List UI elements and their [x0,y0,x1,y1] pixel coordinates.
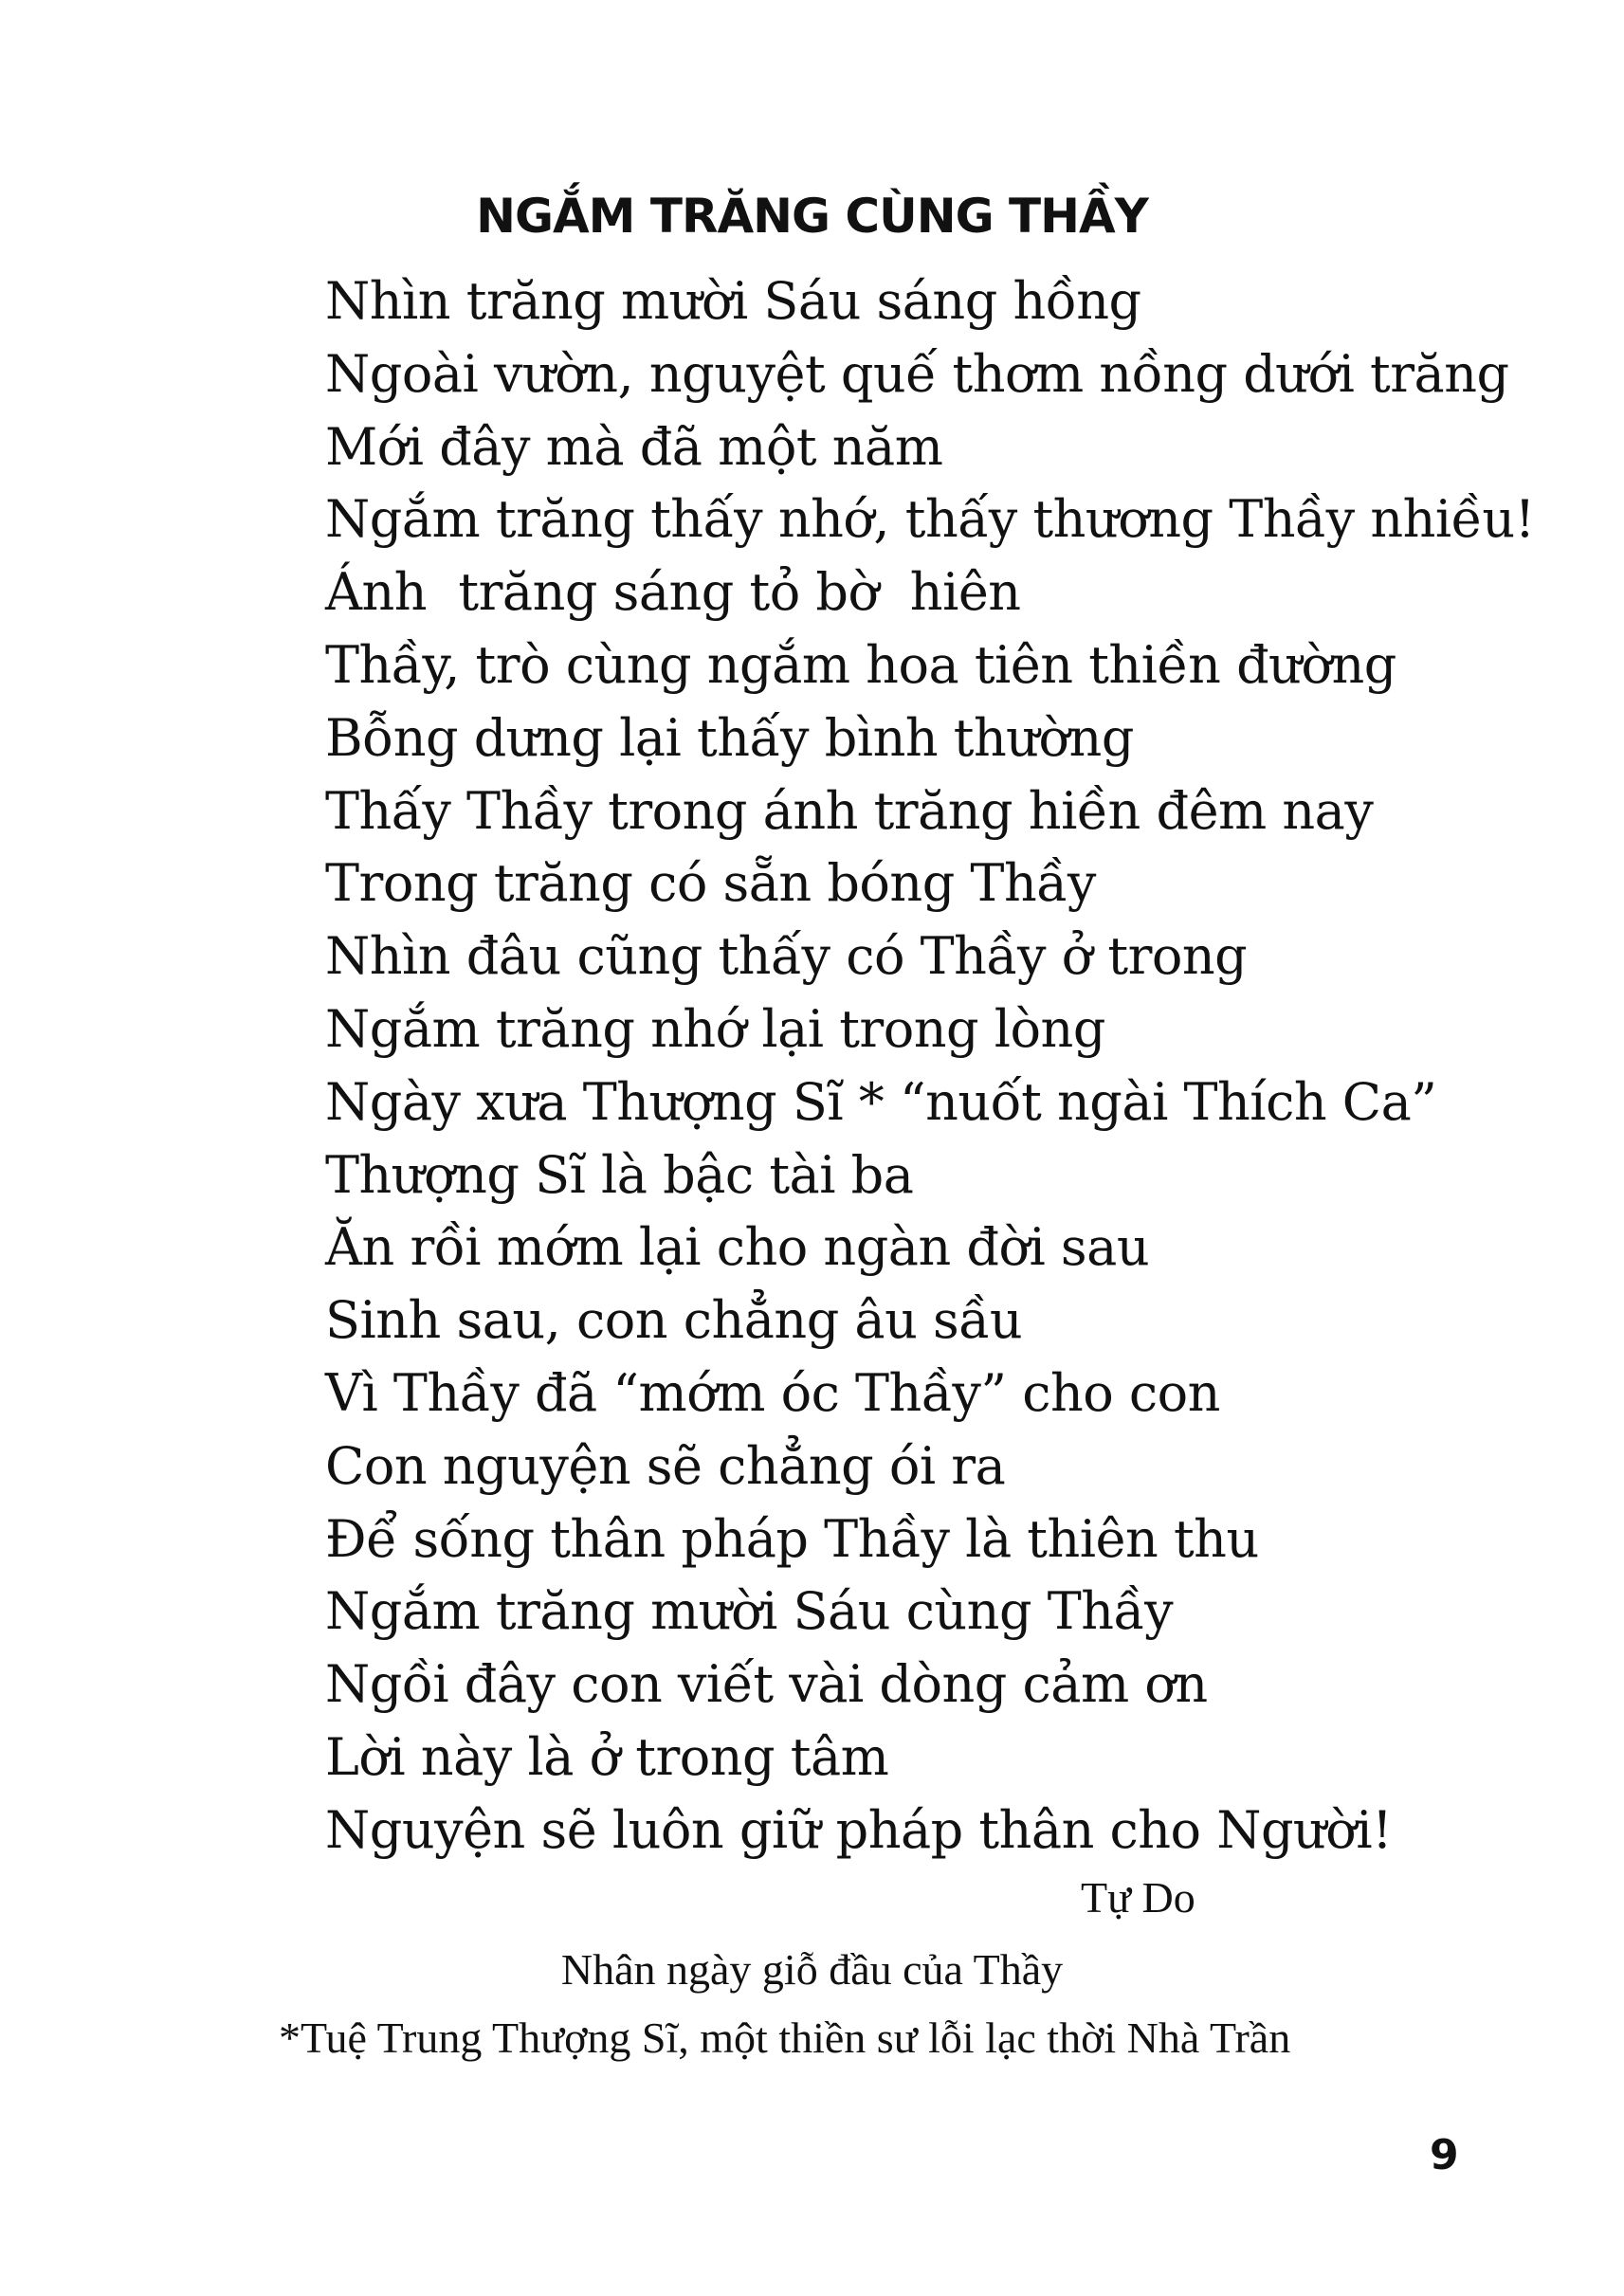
poem-title: NGẮM TRĂNG CÙNG THẦY [476,189,1148,244]
poem-body [325,265,1535,1868]
poem-line: Sinh sau, con chẳng âu sầu [325,1290,1023,1351]
poem-line: Ánh trăng sáng tỏ bờ hiên [325,562,1021,623]
poem-line: Để sống thân pháp Thầy là thiên thu [325,1508,1259,1569]
poem-line: Con nguyện sẽ chẳng ói ra [325,1435,1006,1496]
poem-line: Thầy, trò cùng ngắm hoa tiên thiền đường [325,634,1396,695]
poem-line: Lời này là ở trong tâm [325,1726,889,1787]
poem-line: Bỗng dưng lại thấy bình thường [325,707,1134,768]
poem-line: Nhìn đâu cũng thấy có Thầy ở trong [325,926,1248,987]
poem-line: Thượng Sĩ là bậc tài ba [325,1144,914,1205]
poem-line: Ngắm trăng thấy nhớ, thấy thương Thầy nhiều! [325,489,1535,550]
poem-line: Ăn rồi mớm lại cho ngàn đời sau [325,1217,1150,1278]
dedication: Nhân ngày giỗ đầu của Thầy [560,1945,1064,1994]
poem-line: Ngắm trăng mười Sáu cùng Thầy [325,1581,1174,1642]
poem-line: Ngồi đây con viết vài dòng cảm ơn [325,1654,1208,1715]
poem-line: Nhìn trăng mười Sáu sáng hồng [325,271,1141,331]
footnote: *Tuệ Trung Thượng Sĩ, một thiền sư lỗi lạc thời Nhà Trần [279,2014,1291,2062]
poem-line: Thấy Thầy trong ánh trăng hiền đêm nay [325,780,1374,841]
poem-line: Mới đây mà đã một năm [325,416,943,477]
poem-line: Vì Thầy đã “mớm óc Thầy” cho con [325,1362,1220,1423]
author-signature: Tự Do [1081,1873,1195,1922]
poem-line: Ngày xưa Thượng Sĩ * “nuốt ngài Thích Ca” [325,1071,1437,1132]
page-number: 9 [1430,2131,1459,2179]
poem-line: Trong trăng có sẵn bóng Thầy [325,853,1096,914]
poem-line: Ngắm trăng nhớ lại trong lòng [325,998,1105,1059]
poem-line: Ngoài vườn, nguyệt quế thơm nồng dưới trăng [325,343,1509,404]
poem-line: Nguyện sẽ luôn giữ pháp thân cho Người! [325,1799,1393,1860]
